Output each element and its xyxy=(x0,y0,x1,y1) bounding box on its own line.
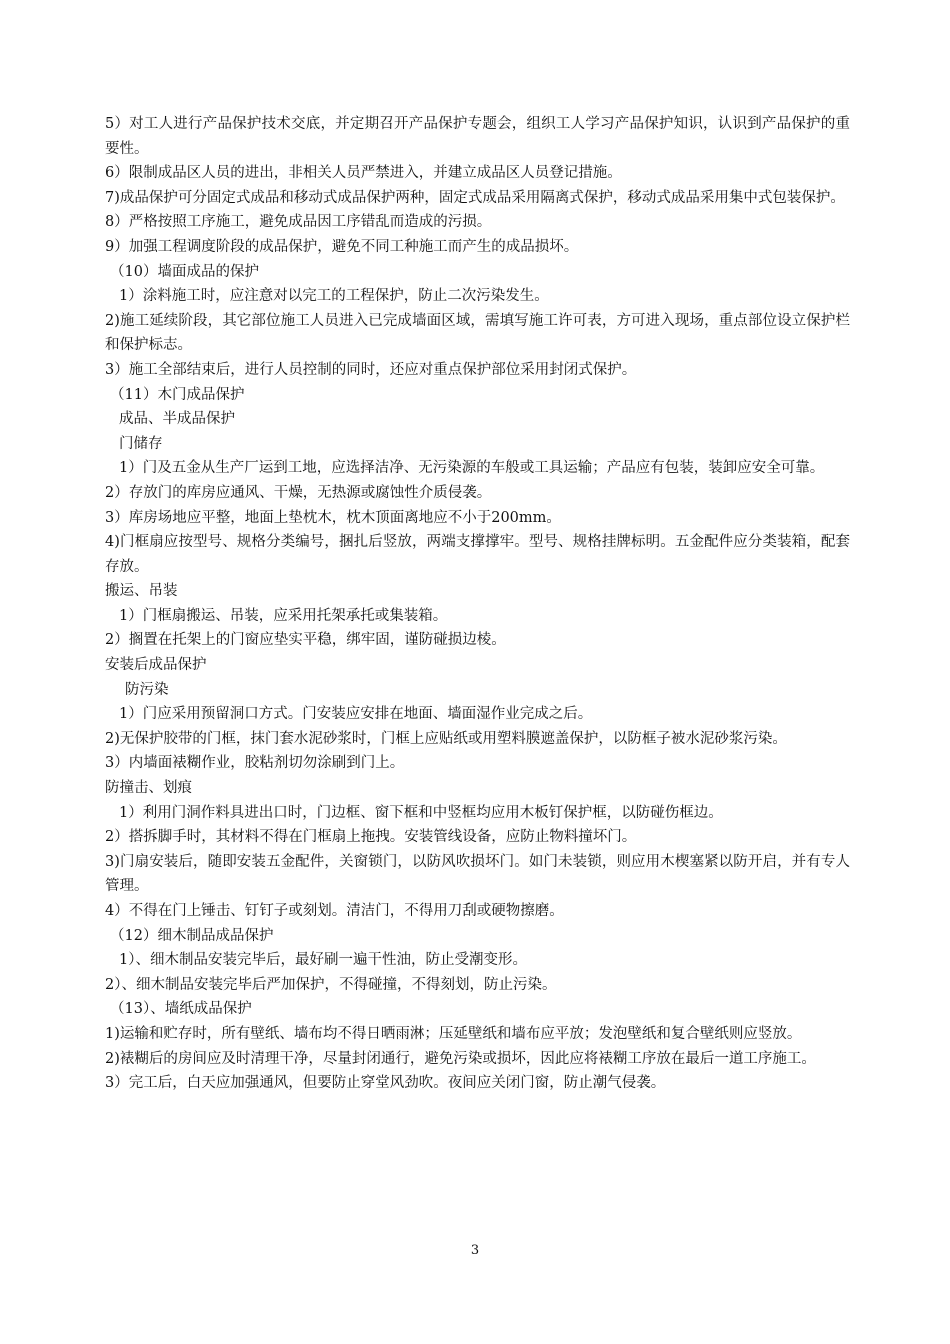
page-number: 3 xyxy=(470,1243,480,1258)
paragraph-item-9: 9）加强工程调度阶段的成品保护，避免不同工种施工而产生的成品损坏。 xyxy=(105,238,579,255)
paragraph-storage-2: 2）存放门的库房应通风、干燥，无热源或腐蚀性介质侵袭。 xyxy=(105,484,492,501)
paragraph-woodwork-1: 1）、细木制品安装完毕后，最好刷一遍干性油，防止受潮变形。 xyxy=(119,952,527,969)
paragraph-wall-1: 1）涂料施工时，应注意对以完工的工程保护，防止二次污染发生。 xyxy=(119,288,549,305)
subheading-handling: 搬运、吊装 xyxy=(105,583,178,600)
paragraph-item-8: 8）严格按照工序施工，避免成品因工序错乱而造成的污损。 xyxy=(105,214,492,231)
subheading-semi-finished: 成品、半成品保护 xyxy=(119,411,235,428)
paragraph-item-6: 6）限制成品区人员的进出，非相关人员严禁进入，并建立成品区人员登记措施。 xyxy=(105,165,622,182)
paragraph-storage-4: 4)门框扇应按型号、规格分类编号，捆扎后竖放，两端支撑撑牢。型号、规格挂牌标明。五金配件应分类装箱，配套存放。 xyxy=(105,534,850,575)
paragraph-impact-1: 1）利用门洞作料具进出口时，门边框、窗下框和中竖框均应用木板钉保护框，以防碰伤框边。 xyxy=(119,804,723,821)
paragraph-handling-1: 1）门框扇搬运、吊装，应采用托架承托或集装箱。 xyxy=(119,607,448,624)
section-heading-10: （10）墙面成品的保护 xyxy=(110,263,259,280)
subheading-door-storage: 门储存 xyxy=(119,435,163,452)
paragraph-wallpaper-2: 2)裱糊后的房间应及时清理干净，尽量封闭通行，避免污染或损坏，因此应将裱糊工序放在最后一道工序施工。 xyxy=(105,1050,816,1067)
paragraph-woodwork-2: 2）、细木制品安装完毕后严加保护，不得碰撞，不得刻划，防止污染。 xyxy=(105,976,557,993)
paragraph-storage-1: 1）门及五金从生产厂运到工地，应选择洁净、无污染源的车般或工具运输；产品应有包装，装卸应安全可靠。 xyxy=(119,460,825,477)
paragraph-pollution-3: 3）内墙面裱糊作业，胶粘剂切勿涂刷到门上。 xyxy=(105,755,405,772)
paragraph-wall-3: 3）施工全部结束后，进行人员控制的同时，还应对重点保护部位采用封闭式保护。 xyxy=(105,361,637,378)
subheading-anti-impact: 防撞击、划痕 xyxy=(105,780,192,797)
paragraph-storage-3: 3）库房场地应平整，地面上垫枕木，枕木顶面离地应不小于200mm。 xyxy=(105,509,561,526)
section-heading-11: （11）木门成品保护 xyxy=(110,386,245,403)
paragraph-wallpaper-3: 3）完工后，白天应加强通风，但要防止穿堂风劲吹。夜间应关闭门窗，防止潮气侵袭。 xyxy=(105,1075,666,1092)
paragraph-impact-4: 4）不得在门上锤击、钉钉子或刻划。清洁门，不得用刀刮或硬物擦磨。 xyxy=(105,903,564,919)
paragraph-pollution-2: 2)无保护胶带的门框，抹门套水泥砂浆时，门框上应贴纸或用塑料膜遮盖保护，以防框子被水泥砂浆污染。 xyxy=(105,730,787,747)
paragraph-wall-2: 2)施工延续阶段，其它部位施工人员进入已完成墙面区域，需填写施工许可表，方可进入现场，重点部位设立保护栏和保护标志。 xyxy=(105,312,850,354)
paragraph-handling-2: 2）搁置在托架上的门窗应垫实平稳，绑牢固，谨防碰损边棱。 xyxy=(105,632,506,649)
paragraph-item-5: 5）对工人进行产品保护技术交底，并定期召开产品保护专题会，组织工人学习产品保护知识，认识到产品保护的重要性。 xyxy=(105,116,850,157)
body-text xyxy=(105,112,850,1096)
section-heading-12: （12）细木制品成品保护 xyxy=(110,927,274,944)
subheading-anti-pollution: 防污染 xyxy=(125,681,169,698)
subheading-after-install: 安装后成品保护 xyxy=(105,657,207,674)
paragraph-pollution-1: 1）门应采用预留洞口方式。门安装应安排在地面、墙面湿作业完成之后。 xyxy=(119,706,593,723)
paragraph-wallpaper-1: 1)运输和贮存时，所有壁纸、墙布均不得日晒雨淋；压延壁纸和墙布应平放；发泡壁纸和复合壁纸则应竖放。 xyxy=(105,1025,802,1042)
section-heading-13: （13）、墙纸成品保护 xyxy=(110,1001,252,1018)
paragraph-item-7: 7)成品保护可分固定式成品和移动式成品保护两种，固定式成品采用隔离式保护，移动式成品采用集中式包装保护。 xyxy=(105,189,845,206)
paragraph-impact-3: 3)门扇安装后，随即安装五金配件，关窗锁门，以防风吹损坏门。如门未装锁，则应用木楔塞紧以防开启，并有专人管理。 xyxy=(105,853,850,895)
paragraph-impact-2: 2）搭拆脚手时，其材料不得在门框扇上拖拽。安装管线设备，应防止物料撞坏门。 xyxy=(105,829,637,846)
